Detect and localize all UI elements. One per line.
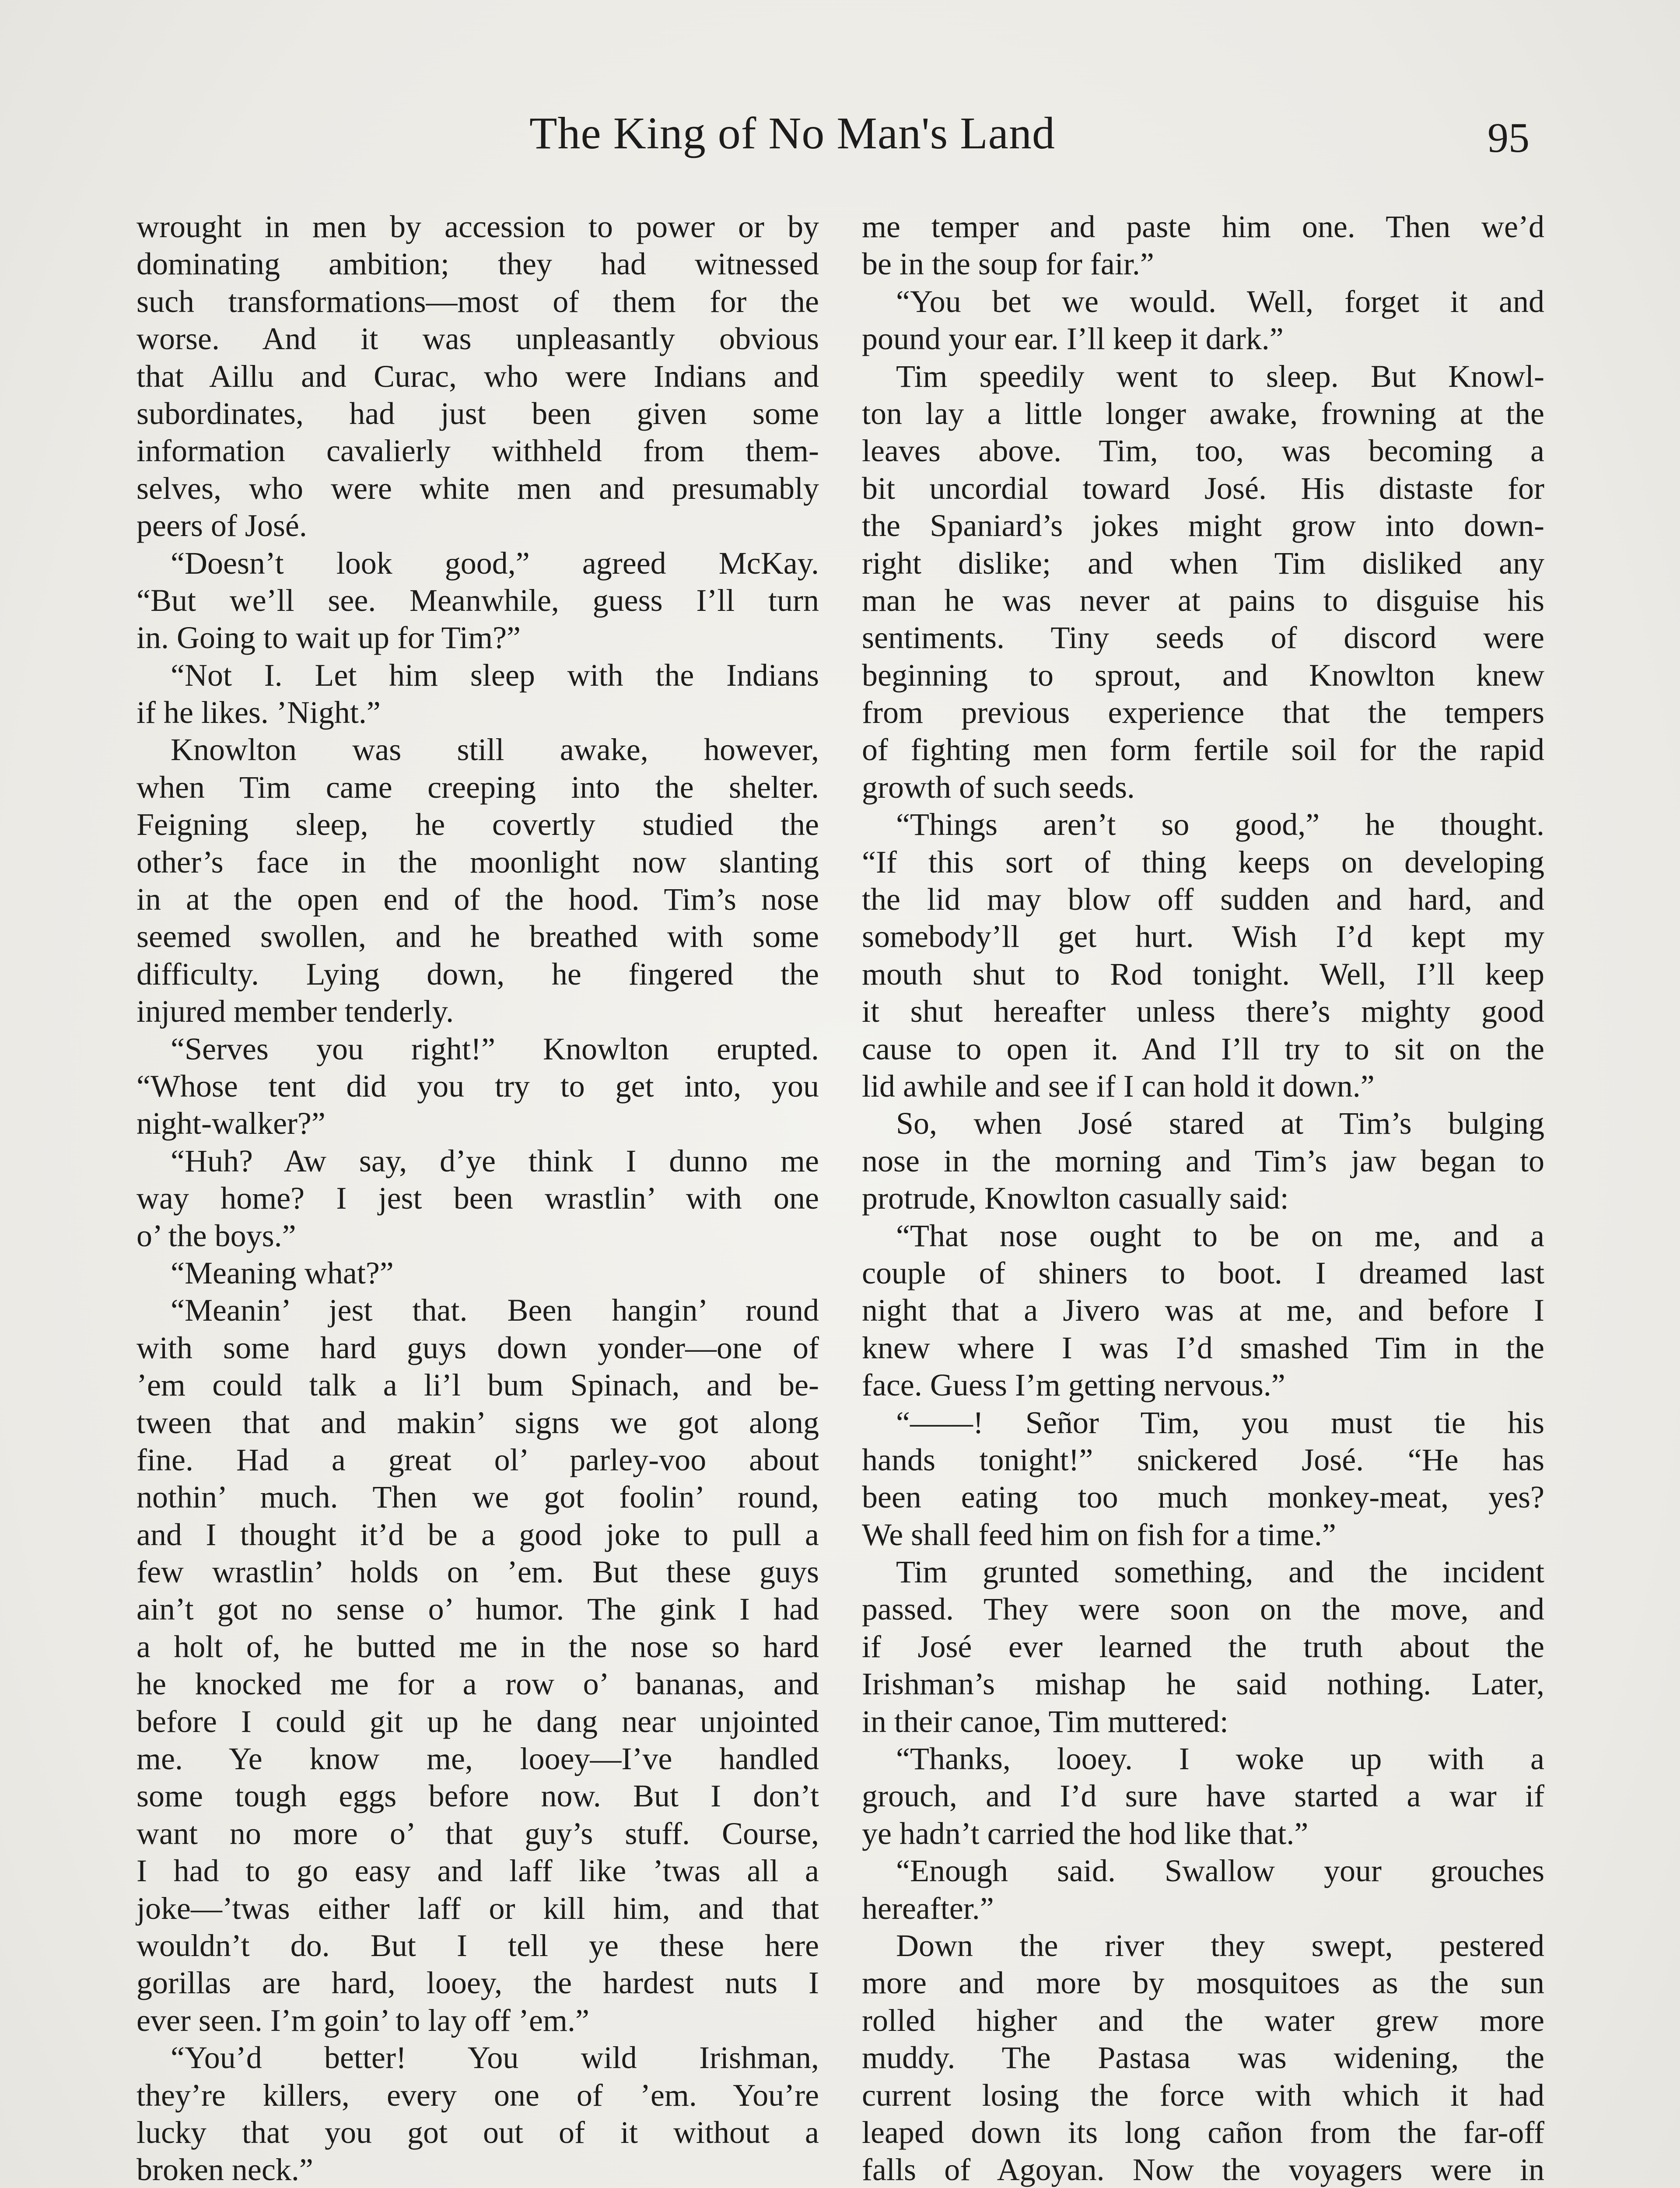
text-line: the lid may blow off sudden and hard, and	[862, 882, 1544, 917]
text-line: ’em could talk a li’l bum Spinach, and be-	[136, 1368, 819, 1403]
text-line: few wrastlin’ holds on ’em. But these guys	[136, 1554, 819, 1590]
text-line: Tim grunted something, and the incident	[896, 1554, 1544, 1590]
text-line: injured member tenderly.	[136, 994, 454, 1029]
text-line: ton lay a little longer awake, frowning at the	[862, 396, 1544, 431]
text-line: So, when José stared at Tim’s bulging	[896, 1106, 1544, 1141]
text-line: face. Guess I’m getting nervous.”	[862, 1368, 1285, 1403]
text-line: man he was never at pains to disguise his	[862, 582, 1544, 618]
text-line: been eating too much monkey-meat, yes?	[862, 1480, 1544, 1515]
text-line: me. Ye know me, looey—I’ve handled	[136, 1741, 819, 1777]
text-line: with some hard guys down yonder—one of	[136, 1330, 819, 1365]
text-line: joke—’twas either laff or kill him, and that	[136, 1890, 819, 1926]
text-line: a holt of, he butted me in the nose so hard	[136, 1629, 819, 1664]
text-line: want no more o’ that guy’s stuff. Course,	[136, 1816, 819, 1851]
text-line: somebody’ll get hurt. Wish I’d kept my	[862, 919, 1544, 954]
text-line: “You bet we would. Well, forget it and	[896, 284, 1544, 319]
text-line: We shall feed him on fish for a time.”	[862, 1517, 1336, 1552]
text-line: beginning to sprout, and Knowlton knew	[862, 657, 1544, 693]
text-line: it shut hereafter unless there’s mighty good	[862, 994, 1544, 1029]
text-line: “You’d better! You wild Irishman,	[171, 2040, 819, 2076]
text-line: “If this sort of thing keeps on developing	[862, 844, 1544, 880]
left-column	[136, 208, 819, 2188]
text-line: lid awhile and see if I can hold it down.”	[862, 1068, 1375, 1104]
text-line: from previous experience that the tempers	[862, 695, 1544, 730]
text-line: some tough eggs before now. But I don’t	[136, 1778, 819, 1814]
text-line: bit uncordial toward José. His distaste for	[862, 470, 1544, 506]
text-line: be in the soup for fair.”	[862, 246, 1154, 282]
text-line: sentiments. Tiny seeds of discord were	[862, 620, 1544, 656]
text-line: dominating ambition; they had witnessed	[136, 246, 819, 282]
text-line: hereafter.”	[862, 1890, 994, 1926]
text-line: night that a Jivero was at me, and before I	[862, 1293, 1544, 1328]
text-line: couple of shiners to boot. I dreamed last	[862, 1255, 1544, 1290]
text-line: knew where I was I’d smashed Tim in the	[862, 1330, 1544, 1365]
text-line: worse. And it was unpleasantly obvious	[136, 321, 819, 357]
text-line: tween that and makin’ signs we got along	[136, 1405, 819, 1440]
text-line: rolled higher and the water grew more	[862, 2002, 1544, 2038]
text-line: “Not I. Let him sleep with the Indians	[171, 657, 819, 693]
text-line: leaped down its long cañon from the far-off	[862, 2114, 1544, 2150]
text-line: other’s face in the moonlight now slanting	[136, 844, 819, 880]
text-line: nothin’ much. Then we got foolin’ round,	[136, 1480, 819, 1515]
text-line: muddy. The Pastasa was widening, the	[862, 2040, 1544, 2076]
text-line: fine. Had a great ol’ parley-voo about	[136, 1442, 819, 1477]
text-line: “Meaning what?”	[171, 1255, 394, 1290]
text-line: broken neck.”	[136, 2152, 313, 2188]
text-line: gorillas are hard, looey, the hardest nuts I	[136, 1965, 819, 2001]
text-line: seemed swollen, and he breathed with some	[136, 919, 819, 954]
text-line: protrude, Knowlton casually said:	[862, 1181, 1289, 1216]
text-line: “Enough said. Swallow your grouches	[896, 1853, 1544, 1889]
text-line: the Spaniard’s jokes might grow into down-	[862, 508, 1544, 543]
text-line: when Tim came creeping into the shelter.	[136, 769, 819, 805]
text-line: of fighting men form fertile soil for the rapid	[862, 732, 1544, 768]
page-number: 95	[1488, 114, 1530, 161]
text-line: current losing the force with which it had	[862, 2077, 1544, 2113]
text-line: Knowlton was still awake, however,	[171, 732, 819, 768]
text-line: more and more by mosquitoes as the sun	[862, 1965, 1544, 2001]
text-line: in at the open end of the hood. Tim’s nose	[136, 882, 819, 917]
text-line: right dislike; and when Tim disliked any	[862, 545, 1544, 581]
text-line: I had to go easy and laff like ’twas all a	[136, 1853, 819, 1889]
text-line: lucky that you got out of it without a	[136, 2114, 819, 2150]
text-line: “Huh? Aw say, d’ye think I dunno me	[171, 1143, 819, 1178]
running-title: The King of No Man's Land	[529, 108, 1055, 158]
text-line: “Thanks, looey. I woke up with a	[896, 1741, 1544, 1777]
text-line: and I thought it’d be a good joke to pull a	[136, 1517, 819, 1552]
text-line: subordinates, had just been given some	[136, 396, 819, 431]
text-line: that Aillu and Curac, who were Indians and	[136, 358, 819, 394]
text-line: wouldn’t do. But I tell ye these here	[136, 1928, 819, 1963]
text-line: falls of Agoyan. Now the voyagers were in	[862, 2152, 1544, 2188]
text-line: he knocked me for a row o’ bananas, and	[136, 1666, 819, 1702]
text-line: “Serves you right!” Knowlton erupted.	[171, 1031, 819, 1066]
text-line: difficulty. Lying down, he fingered the	[136, 956, 819, 992]
text-line: ain’t got no sense o’ humor. The gink I had	[136, 1592, 819, 1627]
text-line: growth of such seeds.	[862, 769, 1135, 805]
text-line: ye hadn’t carried the hod like that.”	[862, 1816, 1309, 1851]
text-line: mouth shut to Rod tonight. Well, I’ll keep	[862, 956, 1544, 992]
text-line: “Meanin’ jest that. Been hangin’ round	[171, 1293, 819, 1328]
text-line: if he likes. ’Night.”	[136, 695, 381, 730]
text-line: Feigning sleep, he covertly studied the	[136, 807, 819, 842]
text-line: wrought in men by accession to power or by	[136, 209, 819, 244]
text-line: Tim speedily went to sleep. But Knowl-	[896, 358, 1544, 394]
running-head	[0, 105, 1680, 162]
text-line: before I could git up he dang near unjointed	[136, 1704, 819, 1739]
text-line: in. Going to wait up for Tim?”	[136, 620, 521, 656]
text-line: “Whose tent did you try to get into, you	[136, 1068, 819, 1104]
text-line: grouch, and I’d sure have started a war if	[862, 1778, 1544, 1814]
text-line: Down the river they swept, pestered	[896, 1928, 1544, 1963]
text-line: in their canoe, Tim muttered:	[862, 1704, 1228, 1739]
text-line: nose in the morning and Tim’s jaw began to	[862, 1143, 1544, 1178]
text-line: if José ever learned the truth about the	[862, 1629, 1544, 1664]
text-line: o’ the boys.”	[136, 1218, 296, 1253]
text-line: night-walker?”	[136, 1106, 326, 1141]
text-line: me temper and paste him one. Then we’d	[862, 209, 1544, 244]
text-line: “That nose ought to be on me, and a	[896, 1218, 1544, 1253]
text-line: way home? I jest been wrastlin’ with one	[136, 1181, 819, 1216]
text-line: hands tonight!” snickered José. “He has	[862, 1442, 1544, 1477]
text-line: passed. They were soon on the move, and	[862, 1592, 1544, 1627]
right-column	[862, 208, 1544, 2188]
text-line: pound your ear. I’ll keep it dark.”	[862, 321, 1284, 357]
text-line: Irishman’s mishap he said nothing. Later,	[862, 1666, 1544, 1702]
text-line: cause to open it. And I’ll try to sit on the	[862, 1031, 1544, 1066]
text-line: “Things aren’t so good,” he thought.	[896, 807, 1544, 842]
text-line: such transformations—most of them for the	[136, 284, 819, 319]
text-line: “Doesn’t look good,” agreed McKay.	[171, 545, 819, 581]
text-line: leaves above. Tim, too, was becoming a	[862, 433, 1544, 469]
text-line: information cavalierly withheld from them-	[136, 433, 819, 469]
text-line: “——! Señor Tim, you must tie his	[896, 1405, 1544, 1440]
text-line: ever seen. I’m goin’ to lay off ’em.”	[136, 2002, 589, 2038]
text-line: selves, who were white men and presumably	[136, 470, 819, 506]
text-line: peers of José.	[136, 508, 307, 543]
text-line: “But we’ll see. Meanwhile, guess I’ll turn	[136, 582, 819, 618]
text-line: they’re killers, every one of ’em. You’re	[136, 2077, 819, 2113]
